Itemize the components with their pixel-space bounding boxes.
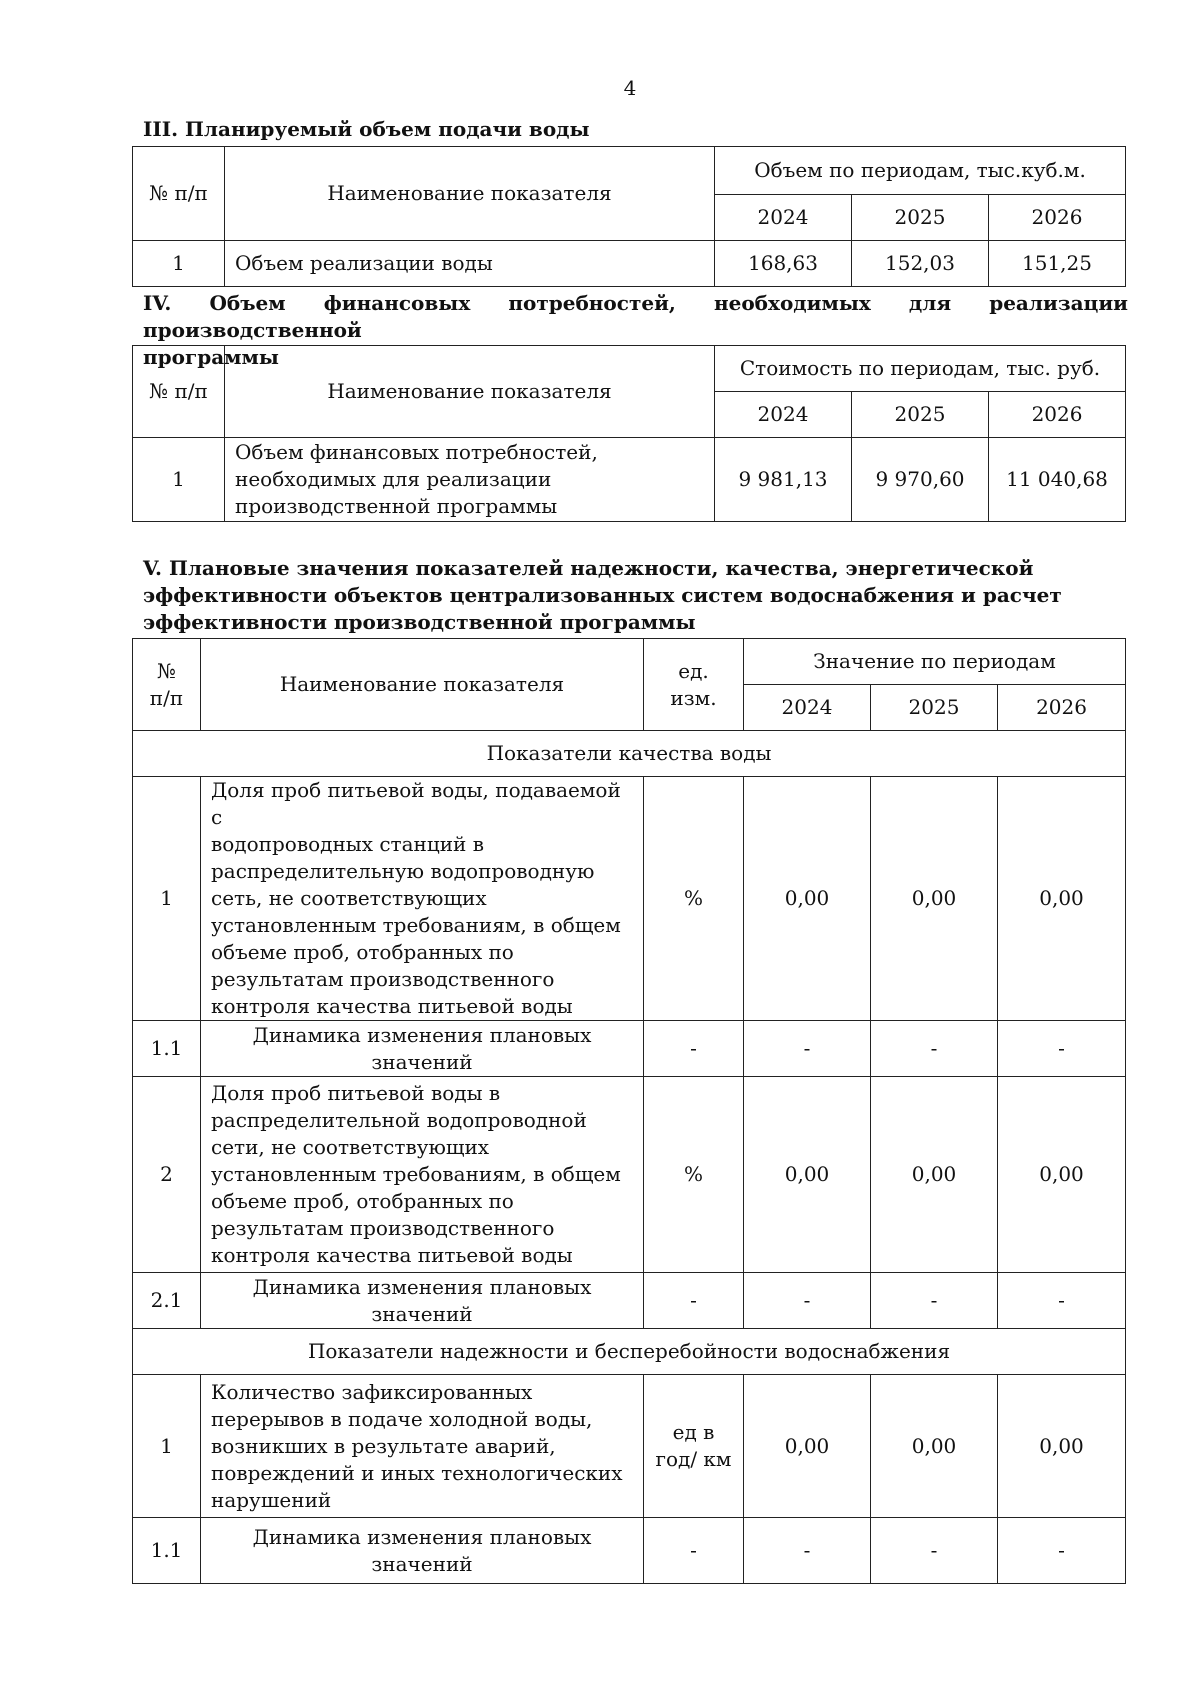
col-periods-header: Значение по периодам — [744, 639, 1126, 685]
year-header: 2024 — [715, 195, 852, 241]
year-header: 2026 — [998, 685, 1126, 731]
row-value: 152,03 — [852, 241, 989, 287]
row-value: 9 970,60 — [852, 438, 989, 522]
year-header: 2024 — [715, 392, 852, 438]
row-value: 0,00 — [744, 777, 871, 1021]
year-header: 2026 — [989, 392, 1126, 438]
row-value: - — [871, 1021, 998, 1077]
col-num-header: № п/п — [133, 147, 225, 241]
col-num-header: № п/п — [133, 346, 225, 438]
col-unit-header-line: изм. — [670, 685, 717, 710]
year-header: 2025 — [871, 685, 998, 731]
col-periods-header: Стоимость по периодам, тыс. руб. — [715, 346, 1126, 392]
section-3-table — [132, 146, 1126, 287]
row-num: 1.1 — [133, 1518, 201, 1584]
row-value: 0,00 — [998, 777, 1126, 1021]
row-value: - — [871, 1518, 998, 1584]
row-name-line: результатам производственного — [211, 1216, 555, 1240]
row-value: - — [998, 1518, 1126, 1584]
year-header: 2024 — [744, 685, 871, 731]
row-name: Объем реализации воды — [225, 241, 715, 287]
section-5-title-line: V. Плановые значения показателей надежности, качества, энергетической — [143, 556, 1034, 580]
row-name — [201, 1021, 644, 1077]
row-name-line: объеме проб, отобранных по — [211, 1189, 514, 1213]
row-unit: - — [644, 1021, 744, 1077]
row-value: - — [744, 1518, 871, 1584]
col-name-header: Наименование показателя — [225, 346, 715, 438]
row-name-line: сеть, не соответствующих — [211, 886, 487, 910]
row-value: 9 981,13 — [715, 438, 852, 522]
row-unit — [644, 1375, 744, 1518]
row-name — [201, 1077, 644, 1273]
row-name-line: водопроводных станций в — [211, 832, 484, 856]
row-value: 0,00 — [998, 1077, 1126, 1273]
row-unit-line: ед в — [672, 1420, 715, 1444]
row-value: 0,00 — [871, 1077, 998, 1273]
section-5-title-line: эффективности производственной программы — [143, 610, 696, 634]
row-name-line: контроля качества питьевой воды — [211, 994, 573, 1018]
row-name — [201, 1273, 644, 1329]
row-unit-line: год/ км — [655, 1447, 732, 1471]
row-unit: - — [644, 1273, 744, 1329]
row-name-line: Доля проб питьевой воды, подаваемой с — [211, 778, 621, 829]
year-header: 2025 — [852, 195, 989, 241]
year-header: 2025 — [852, 392, 989, 438]
row-value: 0,00 — [871, 777, 998, 1021]
row-name-line: объеме проб, отобранных по — [211, 940, 514, 964]
row-unit: - — [644, 1518, 744, 1584]
row-num: 2.1 — [133, 1273, 201, 1329]
row-name-line: значений — [371, 1301, 473, 1326]
section-5-table — [132, 638, 1126, 1584]
row-value: 168,63 — [715, 241, 852, 287]
row-unit: % — [644, 1077, 744, 1273]
row-name-line: распределительную водопроводную — [211, 859, 595, 883]
row-name — [201, 1518, 644, 1584]
col-num-header — [133, 639, 201, 731]
row-name — [225, 438, 715, 522]
row-name-line: нарушений — [211, 1487, 332, 1512]
row-unit: % — [644, 777, 744, 1021]
row-name-line: Объем финансовых потребностей, — [235, 440, 598, 464]
row-name-line: необходимых для реализации — [235, 467, 552, 491]
row-name-line: Динамика изменения плановых — [252, 1524, 592, 1549]
table-row — [133, 438, 1126, 522]
row-name-line: повреждений и иных технологических — [211, 1460, 623, 1485]
row-num: 1 — [133, 777, 201, 1021]
section-4-title-line-1: IV. Объем финансовых потребностей, необходимых для реализации производственной — [143, 291, 1128, 342]
group-header-reliability: Показатели надежности и бесперебойности водоснабжения — [133, 1329, 1126, 1375]
row-name-line: Динамика изменения плановых — [252, 1274, 592, 1299]
row-num: 1 — [133, 241, 225, 287]
row-name-line: Доля проб питьевой воды в — [211, 1081, 501, 1105]
row-num: 1 — [133, 438, 225, 522]
row-value: - — [744, 1273, 871, 1329]
row-value: 0,00 — [998, 1375, 1126, 1518]
row-name-line: Динамика изменения плановых — [252, 1022, 592, 1047]
row-name-line: перерывов в подаче холодной воды, — [211, 1406, 593, 1431]
row-value: 151,25 — [989, 241, 1126, 287]
col-unit-header-line: ед. — [678, 658, 709, 683]
row-name-line: сети, не соответствующих — [211, 1135, 490, 1159]
col-name-header: Наименование показателя — [201, 639, 644, 731]
section-4-table — [132, 345, 1126, 522]
row-name-line: распределительной водопроводной — [211, 1108, 587, 1132]
row-name-line: Количество зафиксированных — [211, 1379, 533, 1404]
section-5-title — [143, 555, 1062, 636]
row-name-line: результатам производственного — [211, 967, 555, 991]
row-num: 1 — [133, 1375, 201, 1518]
table-row — [133, 1518, 1126, 1584]
year-header: 2026 — [989, 195, 1126, 241]
table-row — [133, 241, 1126, 287]
row-name-line: установленным требованиям, в общем — [211, 1162, 621, 1186]
row-value: 11 040,68 — [989, 438, 1126, 522]
group-header-water-quality: Показатели качества воды — [133, 731, 1126, 777]
col-num-header-line: № — [157, 658, 176, 683]
col-name-header: Наименование показателя — [225, 147, 715, 241]
section-4-title-line-2: программы — [143, 345, 279, 369]
row-value: - — [744, 1021, 871, 1077]
row-value: 0,00 — [871, 1375, 998, 1518]
col-num-header-line: п/п — [149, 685, 184, 710]
row-name — [201, 777, 644, 1021]
row-name — [201, 1375, 644, 1518]
section-5-title-line: эффективности объектов централизованных систем водоснабжения и расчет — [143, 583, 1062, 607]
row-value: 0,00 — [744, 1077, 871, 1273]
section-3-title: III. Планируемый объем подачи воды — [143, 117, 590, 141]
table-row — [133, 1077, 1126, 1273]
row-value: - — [998, 1273, 1126, 1329]
col-periods-header: Объем по периодам, тыс.куб.м. — [715, 147, 1126, 195]
table-row — [133, 1273, 1126, 1329]
table-row — [133, 1375, 1126, 1518]
row-num: 2 — [133, 1077, 201, 1273]
row-name-line: производственной программы — [235, 494, 558, 518]
row-name-line: контроля качества питьевой воды — [211, 1243, 573, 1267]
table-row — [133, 777, 1126, 1021]
row-name-line: значений — [371, 1049, 473, 1074]
row-value: - — [998, 1021, 1126, 1077]
row-name-line: значений — [371, 1551, 473, 1576]
row-value: - — [871, 1273, 998, 1329]
row-num: 1.1 — [133, 1021, 201, 1077]
col-unit-header — [644, 639, 744, 731]
page-number: 4 — [623, 76, 637, 100]
row-name-line: установленным требованиям, в общем — [211, 913, 621, 937]
row-name-line: возникших в результате аварий, — [211, 1433, 556, 1458]
row-value: 0,00 — [744, 1375, 871, 1518]
table-row — [133, 1021, 1126, 1077]
